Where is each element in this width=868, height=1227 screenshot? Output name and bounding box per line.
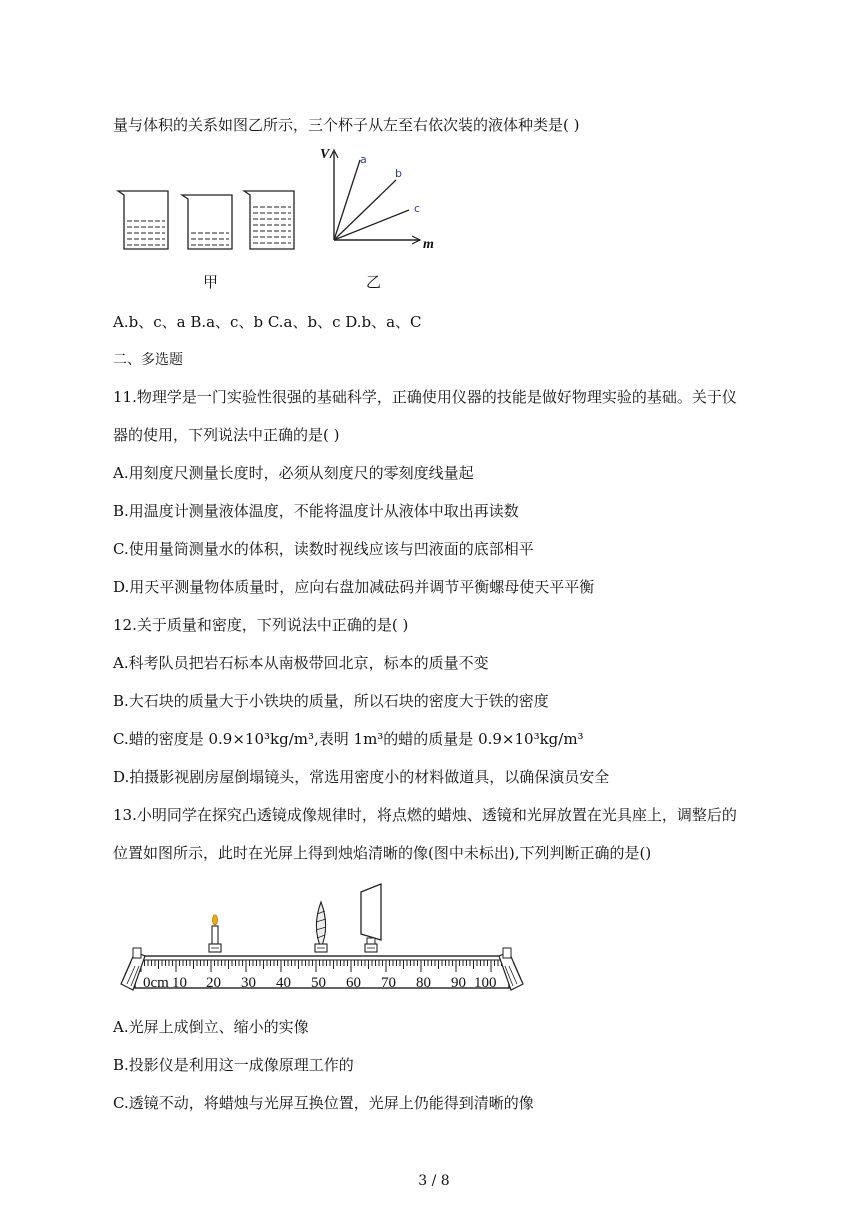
- beaker-left: [118, 191, 168, 249]
- question-10-stem-end: 量与体积的关系如图乙所示，三个杯子从左至右依次装的液体种类是( ): [113, 116, 580, 134]
- beaker-middle: [182, 195, 232, 249]
- question-12-stem: 12.关于质量和密度，下列说法中正确的是( ): [113, 616, 409, 634]
- convex-lens: [315, 902, 327, 952]
- light-screen: [361, 884, 381, 952]
- scale-label: 70: [381, 975, 396, 991]
- question-13-option-b: B.投影仪是利用这一成像原理工作的: [113, 1056, 354, 1074]
- question-11-option-d: D.用天平测量物体质量时，应向右盘加减砝码并调节平衡螺母使天平平衡: [113, 578, 595, 596]
- bench-scale-labels: [0, 975, 868, 995]
- scale-label: 50: [311, 975, 326, 991]
- question-10-options: A.b、c、a B.a、c、b C.a、b、c D.b、a、C: [113, 313, 422, 331]
- graph-series-c: c: [414, 202, 421, 215]
- scale-label: 80: [416, 975, 431, 991]
- scale-label: 40: [276, 975, 291, 991]
- section-heading: 二、多选题: [113, 352, 183, 368]
- question-11-option-a: A.用刻度尺测量长度时，必须从刻度尺的零刻度线量起: [113, 464, 474, 482]
- scale-label: 90: [451, 975, 466, 991]
- scale-label: 0cm: [143, 975, 169, 991]
- question-13-stem: 13.小明同学在探究凸透镜成像规律时，将点燃的蜡烛、透镜和光屏放置在光具座上，调整后的: [113, 806, 737, 824]
- question-13-option-a: A.光屏上成倒立、缩小的实像: [113, 1018, 309, 1036]
- line-c: [334, 210, 409, 240]
- graph-series-b: b: [395, 167, 402, 180]
- scale-label: 20: [206, 975, 221, 991]
- question-11-stem: 11.物理学是一门实验性很强的基础科学，正确使用仪器的技能是做好物理实验的基础。关于仪: [113, 388, 737, 406]
- question-13-stem-cont: 位置如图所示，此时在光屏上得到烛焰清晰的像(图中未标出),下列判断正确的是(): [113, 844, 652, 862]
- figure-caption-jia: 甲: [203, 273, 219, 291]
- question-11-option-c: C.使用量筒测量水的体积，读数时视线应该与凹液面的底部相平: [113, 540, 534, 558]
- question-12-option-a: A.科考队员把岩石标本从南极带回北京，标本的质量不变: [113, 654, 489, 672]
- question-12-option-d: D.拍摄影视剧房屋倒塌镜头，常选用密度小的材料做道具，以确保演员安全: [113, 768, 610, 786]
- question-11-stem-cont: 器的使用，下列说法中正确的是( ): [113, 426, 340, 444]
- volume-mass-graph: [316, 146, 436, 256]
- scale-label: 10: [172, 975, 187, 991]
- question-12-option-c: C.蜡的密度是 0.9×10³kg/m³,表明 1m³的蜡的质量是 0.9×10³kg/m³: [113, 730, 584, 748]
- candle: [209, 915, 221, 952]
- question-13-option-c: C.透镜不动，将蜡烛与光屏互换位置，光屏上仍能得到清晰的像: [113, 1094, 534, 1112]
- graph-y-label: V: [320, 147, 330, 162]
- question-12-option-b: B.大石块的质量大于小铁块的质量，所以石块的密度大于铁的密度: [113, 692, 549, 710]
- scale-label: 100: [474, 975, 497, 991]
- page-number: 3 / 8: [418, 1173, 450, 1189]
- question-11-option-b: B.用温度计测量液体温度，不能将温度计从液体中取出再读数: [113, 502, 519, 520]
- scale-label: 30: [241, 975, 256, 991]
- scale-label: 60: [346, 975, 361, 991]
- graph-x-label: m: [423, 237, 434, 252]
- graph-series-a: a: [360, 153, 367, 166]
- beaker-right: [244, 191, 294, 249]
- figure-caption-yi: 乙: [366, 273, 382, 291]
- beakers-figure: [110, 185, 310, 255]
